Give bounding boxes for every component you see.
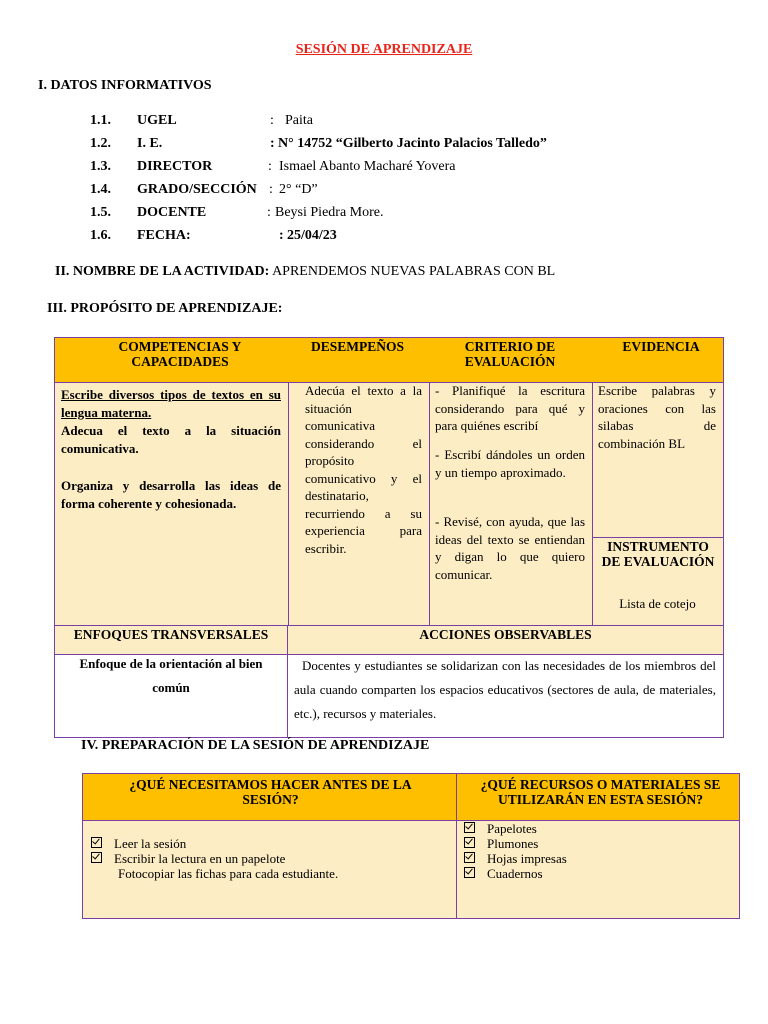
- header-recursos: ¿QUÉ RECURSOS O MATERIALES SE UTILIZARÁN EN ESTA SESIÓN?: [480, 777, 721, 807]
- enfoque-line-1: Enfoque de la orientación al bien: [79, 656, 263, 671]
- criterio-1: - Planifiqué la escritura considerando para qué y para quiénes escribí: [435, 383, 585, 433]
- info-label: FECHA:: [137, 228, 191, 243]
- section-3-heading: III. PROPÓSITO DE APRENDIZAJE:: [47, 301, 283, 316]
- instrumento-header: INSTRUMENTO DE EVALUACIÓN: [601, 539, 715, 569]
- info-label: DIRECTOR: [137, 159, 213, 174]
- acciones-text: Docentes y estudiantes se solidarizan con las necesidades de los miembros del aula cuando comparten los espacios educativos (sectores de aula, de materiales, etc.), recursos y materiales.: [294, 658, 716, 721]
- info-num: 1.5.: [90, 205, 111, 220]
- recursos-list: [464, 821, 734, 881]
- criterio-2: - Escribí dándoles un orden y un tiempo aproximado.: [435, 447, 585, 480]
- checkbox-icon: [464, 852, 475, 863]
- info-value: Beysi Piedra More.: [275, 205, 384, 220]
- competencia-title: Escribe diversos tipos de textos en su lengua materna.: [61, 387, 281, 420]
- antes-list: [91, 836, 451, 881]
- checkbox-icon: [464, 867, 475, 878]
- header-enfoques: ENFOQUES TRANSVERSALES: [73, 627, 269, 642]
- info-label: UGEL: [137, 113, 177, 128]
- info-label: DOCENTE: [137, 205, 207, 220]
- checkbox-icon: [464, 822, 475, 833]
- preparation-table: [82, 773, 740, 919]
- enfoque-line-2: común: [152, 680, 190, 695]
- info-sep: :: [269, 182, 273, 197]
- section-2-heading: II. NOMBRE DE LA ACTIVIDAD: [55, 264, 265, 279]
- info-num: 1.3.: [90, 159, 111, 174]
- list-item: Escribir la lectura en un papelote: [91, 851, 451, 866]
- list-item: Plumones: [464, 836, 734, 851]
- info-value: Ismael Abanto Macharé Yovera: [279, 159, 456, 174]
- purpose-table: [54, 337, 724, 738]
- info-sep: :: [270, 136, 275, 151]
- info-value: N° 14752 “Gilberto Jacinto Palacios Talledo”: [278, 136, 547, 151]
- header-antes: ¿QUÉ NECESITAMOS HACER ANTES DE LA SESIÓN?: [129, 777, 412, 807]
- list-item: Cuadernos: [464, 866, 734, 881]
- checkbox-icon: [464, 837, 475, 848]
- info-num: 1.2.: [90, 136, 111, 151]
- desempeno-text: Adecúa el texto a la situación comunicativa considerando el propósito comunicativo y el destinatario, recurriendo a su experiencia para escribir.: [305, 383, 422, 556]
- criterio-3: - Revisé, con ayuda, que las ideas del texto se entiendan y digan lo que quiero comunicar.: [435, 514, 585, 582]
- info-value: Paita: [285, 113, 313, 128]
- header-desempenos: DESEMPEÑOS: [310, 339, 405, 354]
- info-label: I. E.: [137, 136, 163, 151]
- info-sep: :: [270, 113, 274, 128]
- header-acciones: ACCIONES OBSERVABLES: [419, 627, 592, 642]
- info-num: 1.6.: [90, 228, 111, 243]
- info-sep: :: [268, 159, 272, 174]
- capacidad-2: Organiza y desarrolla las ideas de forma coherente y cohesionada.: [61, 478, 281, 511]
- info-num: 1.4.: [90, 182, 111, 197]
- activity-name: APRENDEMOS NUEVAS PALABRAS CON BL: [272, 264, 556, 279]
- list-item: Leer la sesión: [91, 836, 451, 851]
- capacidad-1: Adecua el texto a la situación comunicativa.: [61, 423, 281, 456]
- header-competencias: COMPETENCIAS Y CAPACIDADES: [118, 339, 242, 369]
- document-title: SESIÓN DE APRENDIZAJE: [295, 42, 473, 57]
- section-1-heading: I. DATOS INFORMATIVOS: [38, 78, 212, 93]
- info-sep: :: [279, 228, 284, 243]
- instrumento-value: Lista de cotejo: [619, 596, 696, 611]
- section-2-line: II. NOMBRE DE LA ACTIVIDAD: APRENDEMOS NUEVAS PALABRAS CON BL: [55, 264, 556, 279]
- section-4-heading: IV. PREPARACIÓN DE LA SESIÓN DE APRENDIZAJE: [81, 738, 430, 753]
- info-value: 25/04/23: [287, 228, 337, 243]
- evidencia-text: Escribe palabras y oraciones con las silabas de combinación BL: [598, 383, 716, 451]
- info-num: 1.1.: [90, 113, 111, 128]
- header-criterio: CRITERIO DE EVALUACIÓN: [464, 339, 556, 369]
- info-label: GRADO/SECCIÓN: [137, 182, 257, 197]
- info-value: 2° “D”: [279, 182, 318, 197]
- list-item: Fotocopiar las fichas para cada estudiante.: [118, 866, 339, 881]
- list-item: Papelotes: [464, 821, 734, 836]
- checkbox-icon: [91, 837, 102, 848]
- checkbox-icon: [91, 852, 102, 863]
- list-item: Hojas impresas: [464, 851, 734, 866]
- header-evidencia: EVIDENCIA: [622, 339, 700, 354]
- info-sep: :: [267, 205, 271, 220]
